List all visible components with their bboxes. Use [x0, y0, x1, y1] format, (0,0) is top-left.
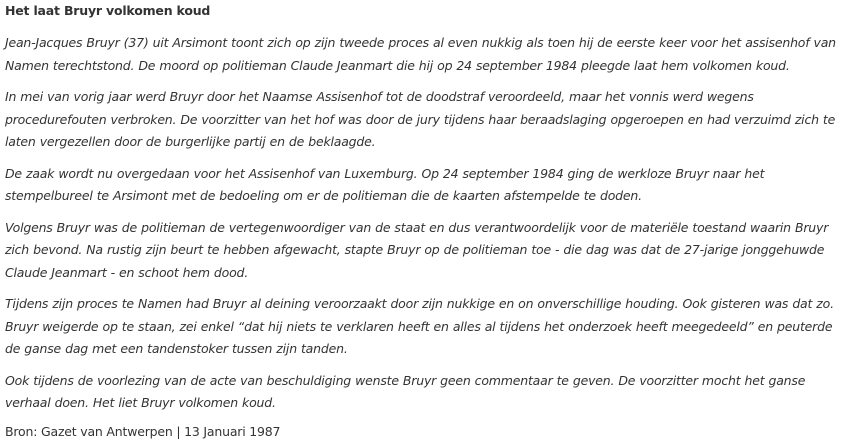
- article-paragraph-1: Jean-Jacques Bruyr (37) uit Arsimont toont zich op zijn tweede proces al even nukkig als toen hij de eerste keer voor het assisenhof van Namen terechtstond. De moord op politieman Claude Jeanmart die hij op 24 september 1984 pleegde laat hem volkomen koud.: [5, 35, 836, 73]
- article-paragraph-3: De zaak wordt nu overgedaan voor het Assisenhof van Luxemburg. Op 24 september 1984 ging de werkloze Bruyr naar het stempelbureel te Arsimont met de bedoeling om er de politieman die de kaarten afstempelde te doden.: [5, 165, 765, 203]
- article-paragraph-6: Ook tijdens de voorlezing van de acte van beschuldiging wenste Bruyr geen commentaar te geven. De voorzitter mocht het ganse verhaal doen. Het liet Bruyr volkomen koud.: [5, 372, 806, 410]
- article-paragraph-4: Volgens Bruyr was de politieman de vertegenwoordiger van de staat en dus verantwoordelijk voor de materiële toestand waarin Bruyr zich bevond. Na rustig zijn beurt te hebben afgewacht, stapte Bruyr op de politieman toe - die dag was dat de 27-jarige jonggehuwde Claude Jeanmart - en schoot hem dood.: [5, 219, 829, 280]
- article-paragraph-5: Tijdens zijn proces te Namen had Bruyr al deining veroorzaakt door zijn nukkige en on onverschillige houding. Ook gisteren was dat zo. Bruyr weigerde op te staan, zei enkel “dat hij niets te verklaren heeft en alles al tijdens het onderzoek heeft meegedeeld” en peuterde de ganse dag met een tandenstoker tussen zijn tanden.: [5, 296, 834, 356]
- article: [0, 3, 849, 443]
- article-title: Het laat Bruyr volkomen koud: [5, 3, 211, 18]
- article-source: Bron: Gazet van Antwerpen | 13 Januari 1987: [5, 423, 281, 439]
- article-paragraph-2: In mei van vorig jaar werd Bruyr door het Naamse Assisenhof tot de doodstraf veroordeeld, maar het vonnis werd wegens procedurefouten verbroken. De voorzitter van het hof was door de jury tijdens haar beraadslaging opgeroepen en had verzuimd zich te laten vergezellen door de burgerlijke partij en de beklaagde.: [5, 89, 836, 149]
